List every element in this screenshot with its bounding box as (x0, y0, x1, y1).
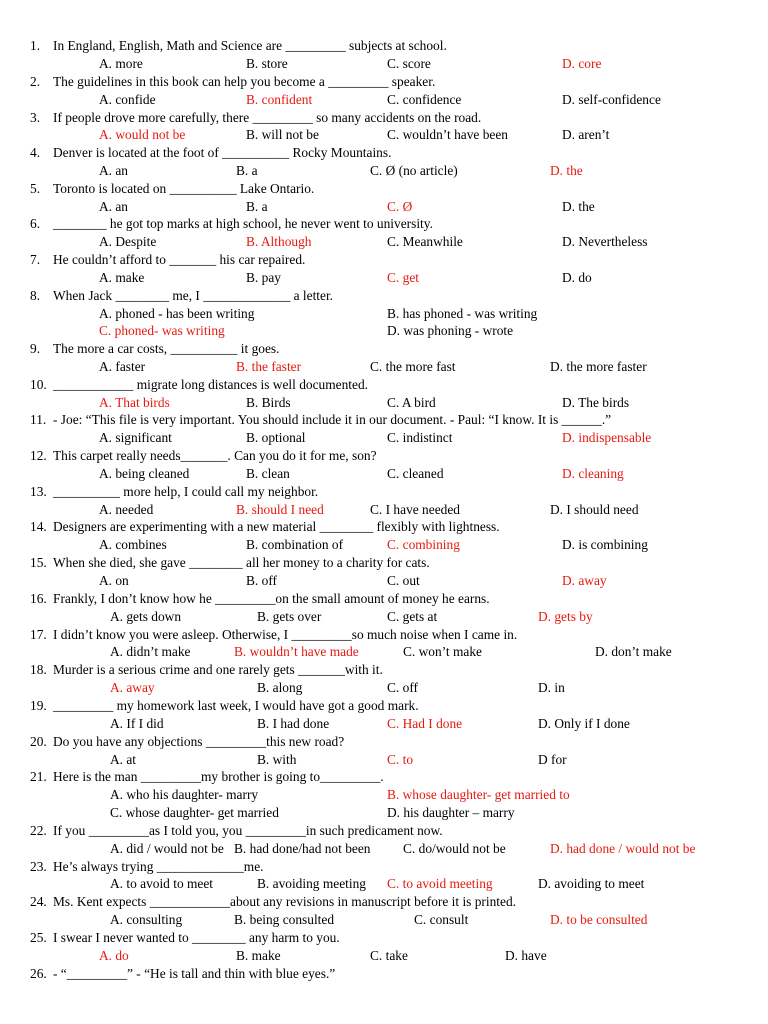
answer-option: A. more (99, 56, 143, 71)
answer-option: D. is combining (562, 537, 648, 552)
answer-option: B. Birds (246, 395, 291, 410)
answer-option: C. do/would not be (403, 841, 506, 856)
question-15 (30, 555, 430, 571)
question-number: 4. (30, 145, 41, 160)
answer-option: C. wouldn’t have been (387, 127, 508, 142)
answer-option: D. I should need (550, 502, 639, 517)
answer-option: A. If I did (110, 716, 164, 731)
answer-option-correct: C. to (387, 752, 414, 767)
answer-option: B. has phoned - was writing (387, 306, 538, 321)
answer-option: B. optional (246, 430, 306, 445)
question-number: 14. (30, 519, 47, 534)
answer-option: B. along (257, 680, 303, 695)
question-25 (30, 930, 340, 946)
answer-option-correct: C. combining (387, 537, 460, 552)
answer-option: C. gets at (387, 609, 438, 624)
answer-option: C. Ø (no article) (370, 163, 458, 178)
question-7 (30, 252, 305, 268)
question-13 (30, 484, 318, 500)
answer-option: C. take (370, 948, 408, 963)
answer-option: A. an (99, 163, 129, 178)
answer-option: B. a (236, 163, 258, 178)
answer-option: A. faster (99, 359, 146, 374)
answer-option: B. store (246, 56, 288, 71)
question-text: Here is the man _________my brother is going to_________. (53, 769, 384, 784)
answer-option-correct: D. away (562, 573, 607, 588)
answer-option-correct: A. do (99, 948, 129, 963)
answer-option-correct: D. the (550, 163, 583, 178)
question-text: He couldn’t afford to _______ his car repaired. (53, 252, 306, 267)
answer-option: B. had done/had not been (234, 841, 371, 856)
question-4 (30, 145, 391, 161)
question-number: 25. (30, 930, 47, 945)
answer-option-correct: B. confident (246, 92, 313, 107)
question-3 (30, 110, 481, 126)
question-text: When she died, she gave ________ all her money to a charity for cats. (53, 555, 430, 570)
question-text: He’s always trying _____________me. (53, 859, 264, 874)
answer-option: A. did / would not be (110, 841, 224, 856)
answer-option-correct: B. should I need (236, 502, 324, 517)
question-text: Toronto is located on __________ Lake Ontario. (53, 181, 315, 196)
question-14 (30, 519, 500, 535)
question-17 (30, 627, 517, 643)
answer-option-correct: B. wouldn’t have made (234, 644, 359, 659)
answer-option-correct: D. to be consulted (550, 912, 648, 927)
answer-option: D. self-confidence (562, 92, 661, 107)
answer-option: D. the (562, 199, 595, 214)
question-number: 21. (30, 769, 47, 784)
answer-option: B. clean (246, 466, 290, 481)
question-24 (30, 894, 516, 910)
question-5 (30, 181, 314, 197)
answer-option: C. confidence (387, 92, 462, 107)
answer-option: C. Meanwhile (387, 234, 463, 249)
answer-option: D. The birds (562, 395, 630, 410)
question-text: This carpet really needs_______. Can you do it for me, son? (53, 448, 377, 463)
question-text: I swear I never wanted to ________ any harm to you. (53, 930, 340, 945)
answer-option: A. confide (99, 92, 156, 107)
question-text: - “_________” - “He is tall and thin with blue eyes.” (53, 966, 336, 981)
answer-option-correct: A. away (110, 680, 155, 695)
question-11 (30, 412, 611, 428)
answer-option: A. combines (99, 537, 167, 552)
answer-option: B. gets over (257, 609, 322, 624)
answer-option: D. have (505, 948, 547, 963)
answer-option: D. Nevertheless (562, 234, 648, 249)
answer-option-correct: D. core (562, 56, 602, 71)
answer-option: C. indistinct (387, 430, 453, 445)
answer-option-correct: C. get (387, 270, 419, 285)
question-26 (30, 966, 335, 982)
answer-option-correct: C. phoned- was writing (99, 323, 225, 338)
question-text: _________ my homework last week, I would have got a good mark. (53, 698, 419, 713)
answer-option: D. avoiding to meet (538, 876, 645, 891)
answer-option: C. I have needed (370, 502, 460, 517)
answer-option: D. aren’t (562, 127, 610, 142)
question-text: The more a car costs, __________ it goes. (53, 341, 280, 356)
question-text: Murder is a serious crime and one rarely gets _______with it. (53, 662, 383, 677)
question-text: If you _________as I told you, you _________in such predicament now. (53, 823, 443, 838)
question-number: 7. (30, 252, 41, 267)
answer-option-correct: C. to avoid meeting (387, 876, 493, 891)
answer-option: C. A bird (387, 395, 436, 410)
answer-option-correct: B. Although (246, 234, 312, 249)
answer-option: B. avoiding meeting (257, 876, 366, 891)
question-12 (30, 448, 377, 464)
question-number: 9. (30, 341, 41, 356)
question-number: 17. (30, 627, 47, 642)
answer-option-correct: B. whose daughter- get married to (387, 787, 570, 802)
answer-option: C. off (387, 680, 418, 695)
question-number: 19. (30, 698, 47, 713)
answer-option: C. whose daughter- get married (110, 805, 279, 820)
question-number: 18. (30, 662, 47, 677)
question-number: 15. (30, 555, 47, 570)
answer-option-correct: D. had done / would not be (550, 841, 696, 856)
question-10 (30, 377, 368, 393)
question-text: ________ he got top marks at high school, he never went to university. (53, 216, 433, 231)
answer-option: A. who his daughter- marry (110, 787, 259, 802)
answer-option: A. an (99, 199, 129, 214)
answer-option: A. didn’t make (110, 644, 191, 659)
answer-option: B. will not be (246, 127, 319, 142)
question-number: 20. (30, 734, 47, 749)
question-text: If people drove more carefully, there _________ so many accidents on the road. (53, 110, 482, 125)
question-number: 24. (30, 894, 47, 909)
question-18 (30, 662, 383, 678)
answer-option: A. phoned - has been writing (99, 306, 255, 321)
answer-option: C. consult (414, 912, 469, 927)
question-19 (30, 698, 419, 714)
answer-option: D. the more faster (550, 359, 647, 374)
answer-option: A. to avoid to meet (110, 876, 214, 891)
answer-option: D. do (562, 270, 592, 285)
question-1 (30, 38, 447, 54)
answer-option: A. make (99, 270, 145, 285)
question-number: 23. (30, 859, 47, 874)
answer-option: B. pay (246, 270, 281, 285)
question-number: 16. (30, 591, 47, 606)
answer-option: B. make (236, 948, 281, 963)
answer-option-correct: A. would not be (99, 127, 186, 142)
question-23 (30, 859, 264, 875)
answer-option: A. consulting (110, 912, 183, 927)
question-text: In England, English, Math and Science are _________ subjects at school. (53, 38, 447, 53)
answer-option: B. with (257, 752, 297, 767)
answer-option: D. was phoning - wrote (387, 323, 514, 338)
question-20 (30, 734, 344, 750)
question-text: Frankly, I don’t know how he _________on the small amount of money he earns. (53, 591, 490, 606)
answer-option: C. won’t make (403, 644, 482, 659)
answer-option-correct: C. Ø (387, 199, 413, 214)
question-number: 3. (30, 110, 41, 125)
question-text: Ms. Kent expects ____________about any revisions in manuscript before it is printed. (53, 894, 517, 909)
answer-option: A. being cleaned (99, 466, 190, 481)
question-16 (30, 591, 490, 607)
answer-option: A. on (99, 573, 129, 588)
question-text: The guidelines in this book can help you become a _________ speaker. (53, 74, 436, 89)
question-text: I didn’t know you were asleep. Otherwise, I _________so much noise when I came in. (53, 627, 518, 642)
question-22 (30, 823, 443, 839)
answer-option: D. his daughter – marry (387, 805, 515, 820)
question-number: 11. (30, 412, 47, 427)
question-number: 8. (30, 288, 41, 303)
question-number: 26. (30, 966, 47, 981)
question-text: - Joe: “This file is very important. You should include it in our document. - Paul: “I know. It is ______.” (53, 412, 612, 427)
answer-option: B. a (246, 199, 268, 214)
answer-option: A. significant (99, 430, 172, 445)
question-number: 5. (30, 181, 41, 196)
answer-option: B. being consulted (234, 912, 335, 927)
question-text: Do you have any objections _________this new road? (53, 734, 345, 749)
question-number: 12. (30, 448, 47, 463)
question-text: ____________ migrate long distances is well documented. (53, 377, 368, 392)
question-number: 2. (30, 74, 41, 89)
question-21 (30, 769, 384, 785)
answer-option: D. Only if I done (538, 716, 630, 731)
answer-option: A. gets down (110, 609, 182, 624)
answer-option: C. out (387, 573, 420, 588)
answer-option: B. off (246, 573, 277, 588)
question-number: 13. (30, 484, 47, 499)
answer-option: C. cleaned (387, 466, 444, 481)
answer-option: D for (538, 752, 567, 767)
answer-option: C. the more fast (370, 359, 456, 374)
answer-option: A. needed (99, 502, 154, 517)
answer-option-correct: D. indispensable (562, 430, 652, 445)
question-6 (30, 216, 433, 232)
answer-option-correct: C. Had I done (387, 716, 463, 731)
question-number: 22. (30, 823, 47, 838)
question-9 (30, 341, 279, 357)
question-number: 1. (30, 38, 41, 53)
question-text: When Jack ________ me, I _____________ a letter. (53, 288, 334, 303)
question-text: __________ more help, I could call my neighbor. (53, 484, 319, 499)
answer-option: D. don’t make (595, 644, 672, 659)
answer-option: D. in (538, 680, 565, 695)
answer-option-correct: D. gets by (538, 609, 593, 624)
answer-option-correct: D. cleaning (562, 466, 624, 481)
question-text: Designers are experimenting with a new material ________ flexibly with lightness. (53, 519, 500, 534)
answer-option: C. score (387, 56, 431, 71)
answer-option: B. I had done (257, 716, 330, 731)
question-text: Denver is located at the foot of __________ Rocky Mountains. (53, 145, 392, 160)
question-8 (30, 288, 333, 304)
answer-option: A. at (110, 752, 137, 767)
answer-option: B. combination of (246, 537, 344, 552)
question-number: 10. (30, 377, 47, 392)
answer-option-correct: A. That birds (99, 395, 170, 410)
answer-option: A. Despite (99, 234, 157, 249)
question-number: 6. (30, 216, 41, 231)
question-2 (30, 74, 435, 90)
answer-option-correct: B. the faster (236, 359, 302, 374)
